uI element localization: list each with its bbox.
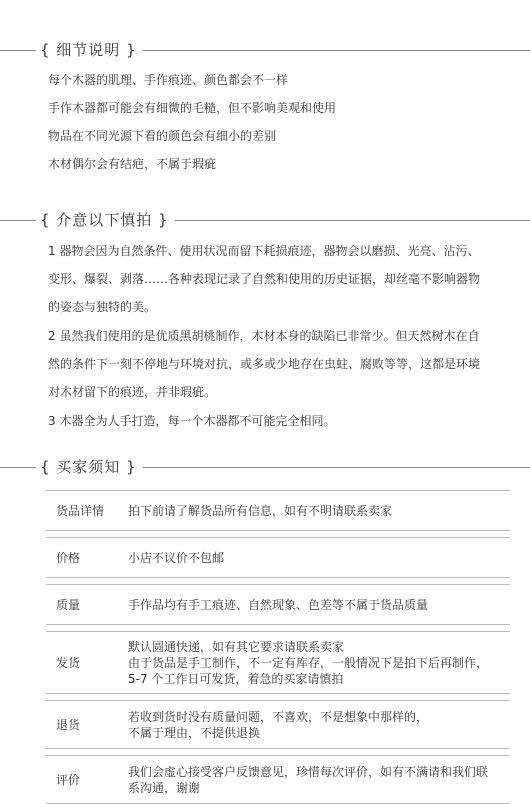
- divider-left: [0, 220, 36, 221]
- buyer-title: { 买家须知 }: [40, 458, 137, 476]
- row-value-line: 手作品均有手工痕迹、自然现象、色差等不属于货品质量: [128, 597, 429, 612]
- row-value: [128, 538, 510, 578]
- divider-right: [175, 220, 530, 221]
- row-value: [128, 585, 510, 625]
- row-value-line: 默认圆通快递，如有其它要求请联系卖家: [128, 639, 345, 654]
- row-value-line: 由于货品是手工制作，不一定有库存，一般情况下是拍下后再制作，: [128, 655, 489, 670]
- caution-line: 变形、爆裂、剥落……各种表现记录了自然和使用的历史证据，却丝毫不影响器物: [48, 272, 481, 286]
- row-value-line: 不属于理由，不提供退换: [128, 725, 261, 740]
- caution-line: 的姿态与独特的美。: [48, 300, 157, 314]
- details-item: 每个木器的肌理、手作痕迹、颜色都会不一样: [48, 73, 289, 87]
- details-item: 木材偶尔会有结疤，不属于瑕疵: [48, 157, 217, 171]
- table-row: [46, 632, 510, 694]
- caution-line: 对木材留下的痕迹，并非瑕疵。: [48, 385, 217, 399]
- row-value-line: 我们会虚心接受客户反馈意见，珍惜每次评价，如有不满请和我们联: [128, 764, 489, 779]
- divider-right: [143, 467, 530, 468]
- details-title: { 细节说明 }: [40, 41, 137, 59]
- caution-line: 3 木器全为人手打造，每一个木器都不可能完全相同。: [48, 414, 336, 428]
- row-value-line: 5-7 个工作日可发货，着急的买家请慎拍: [128, 671, 344, 686]
- row-label: 发货: [46, 632, 128, 694]
- row-label: 货品详情: [46, 491, 128, 531]
- row-label: 质量: [46, 585, 128, 625]
- caution-header: [0, 208, 530, 232]
- row-label: 退货: [46, 701, 128, 749]
- row-value: [128, 756, 510, 804]
- caution-line: 2 虽然我们使用的是优质黑胡桃制作，木材本身的缺陷已非常少。但天然树木在自: [48, 329, 480, 343]
- divider-left: [0, 467, 36, 468]
- caution-title: { 介意以下慎拍 }: [40, 211, 169, 229]
- buyer-header: [0, 455, 530, 479]
- details-item: 物品在不同光源下看的颜色会有细小的差别: [48, 129, 277, 143]
- row-value: [128, 632, 510, 694]
- table-row: [46, 756, 510, 804]
- table-row: [46, 701, 510, 749]
- divider-left: [0, 50, 36, 51]
- row-value-line: 小店不议价不包邮: [128, 550, 225, 565]
- row-value-line: 系沟通，谢谢: [128, 780, 201, 795]
- row-value-line: 若收到货时没有质量问题，不喜欢，不是想象中那样的，: [128, 709, 429, 724]
- row-value-line: 拍下前请了解货品所有信息，如有不明请联系卖家: [128, 503, 393, 518]
- caution-line: 1 器物会因为自然条件、使用状况而留下耗损痕迹，器物会以磨损、光亮、沾污、: [48, 244, 480, 258]
- details-item: 手作木器都可能会有细微的毛糙，但不影响美观和使用: [48, 101, 337, 115]
- row-value: [128, 701, 510, 749]
- table-row: [46, 491, 510, 531]
- caution-line: 然的条件下一刻不停地与环境对抗，或多或少地存在虫蛀、腐败等等，这都是环境: [48, 357, 481, 371]
- table-row: [46, 585, 510, 625]
- row-value: [128, 491, 510, 531]
- details-header: [0, 38, 530, 62]
- divider-right: [143, 50, 530, 51]
- row-label: 评价: [46, 756, 128, 804]
- row-label: 价格: [46, 538, 128, 578]
- buyer-notice-table: [46, 490, 510, 804]
- table-row: [46, 538, 510, 578]
